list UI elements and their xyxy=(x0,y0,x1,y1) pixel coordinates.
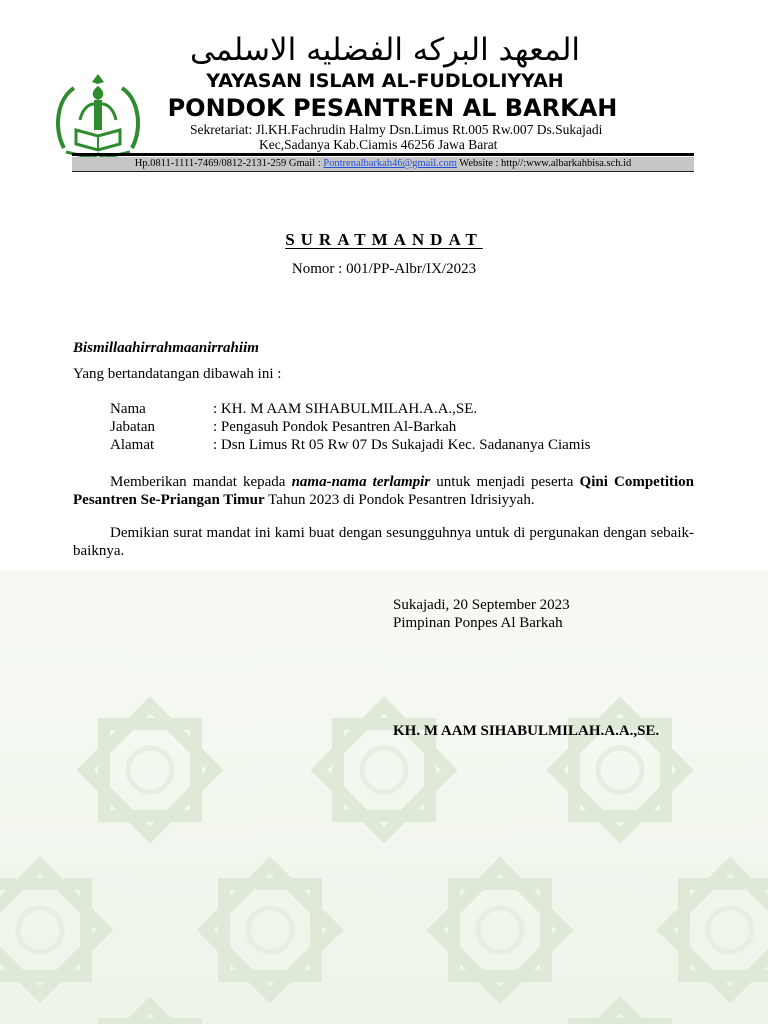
field-value: : KH. M AAM SIHABULMILAH.A.A.,SE. xyxy=(213,401,478,417)
arabic-school-name: المعهد البركه الفضليه الاسلمى xyxy=(189,32,581,68)
field-label: Nama xyxy=(110,401,146,417)
signature-name: KH. M AAM SIHABULMILAH.A.A.,SE. xyxy=(393,723,660,739)
field-value: : Pengasuh Pondok Pesantren Al-Barkah xyxy=(213,419,457,435)
para1-text: untuk menjadi peserta xyxy=(430,474,580,490)
para1-text: Memberikan mandat kepada xyxy=(110,474,292,490)
document-title: SURATMANDAT xyxy=(285,230,483,249)
intro-text: Yang bertandatangan dibawah ini : xyxy=(73,366,282,382)
closing-paragraph: Demikian surat mandat ini kami buat dengan sesungguhnya untuk di pergunakan dengan sebaik-baiknya. xyxy=(73,525,694,559)
school-name: PONDOK PESANTREN AL BARKAH xyxy=(167,94,618,122)
para1-text: Tahun 2023 di Pondok Pesantren Idrisiyyah. xyxy=(264,492,535,508)
bismillah: Bismillaahirrahmaanirrahiim xyxy=(73,340,259,356)
signature-place-date: Sukajadi, 20 September 2023 xyxy=(393,597,570,613)
para1-competition: Qini Competition Pesantren Se-Priangan Timur xyxy=(73,474,694,508)
field-value: : Dsn Limus Rt 05 Rw 07 Ds Sukajadi Kec. Sadananya Ciamis xyxy=(213,437,591,453)
contact-bar xyxy=(72,157,694,172)
field-jabatan xyxy=(110,419,456,436)
field-nama xyxy=(110,401,477,418)
para1-attached-names: nama-nama terlampir xyxy=(291,474,431,490)
field-label: Alamat xyxy=(110,437,155,453)
address-line-1: Sekretariat: Jl.KH.Fachrudin Halmy Dsn.Limus Rt.005 Rw.007 Ds.Sukajadi xyxy=(190,122,603,137)
contact-phone: Hp.0811-1111-7469/0812-2131-259 Gmail : xyxy=(134,158,324,169)
signature-position: Pimpinan Ponpes Al Barkah xyxy=(393,615,563,631)
field-alamat xyxy=(110,437,590,454)
mandate-paragraph xyxy=(73,473,694,509)
foundation-name: YAYASAN ISLAM AL-FUDLOLIYYAH xyxy=(206,70,564,92)
field-label: Jabatan xyxy=(110,419,155,435)
letterhead-divider xyxy=(72,153,694,156)
school-logo-icon xyxy=(52,70,144,162)
email-link[interactable]: Pontrenalbarkah46@gmail.com xyxy=(323,158,457,169)
address-line-2: Kec,Sadanya Kab.Ciamis 46256 Jawa Barat xyxy=(259,137,498,152)
document-number: Nomor : 001/PP-Albr/IX/2023 xyxy=(291,261,477,277)
contact-website: Website : http//:www.albarkahbisa.sch.id xyxy=(456,158,632,169)
